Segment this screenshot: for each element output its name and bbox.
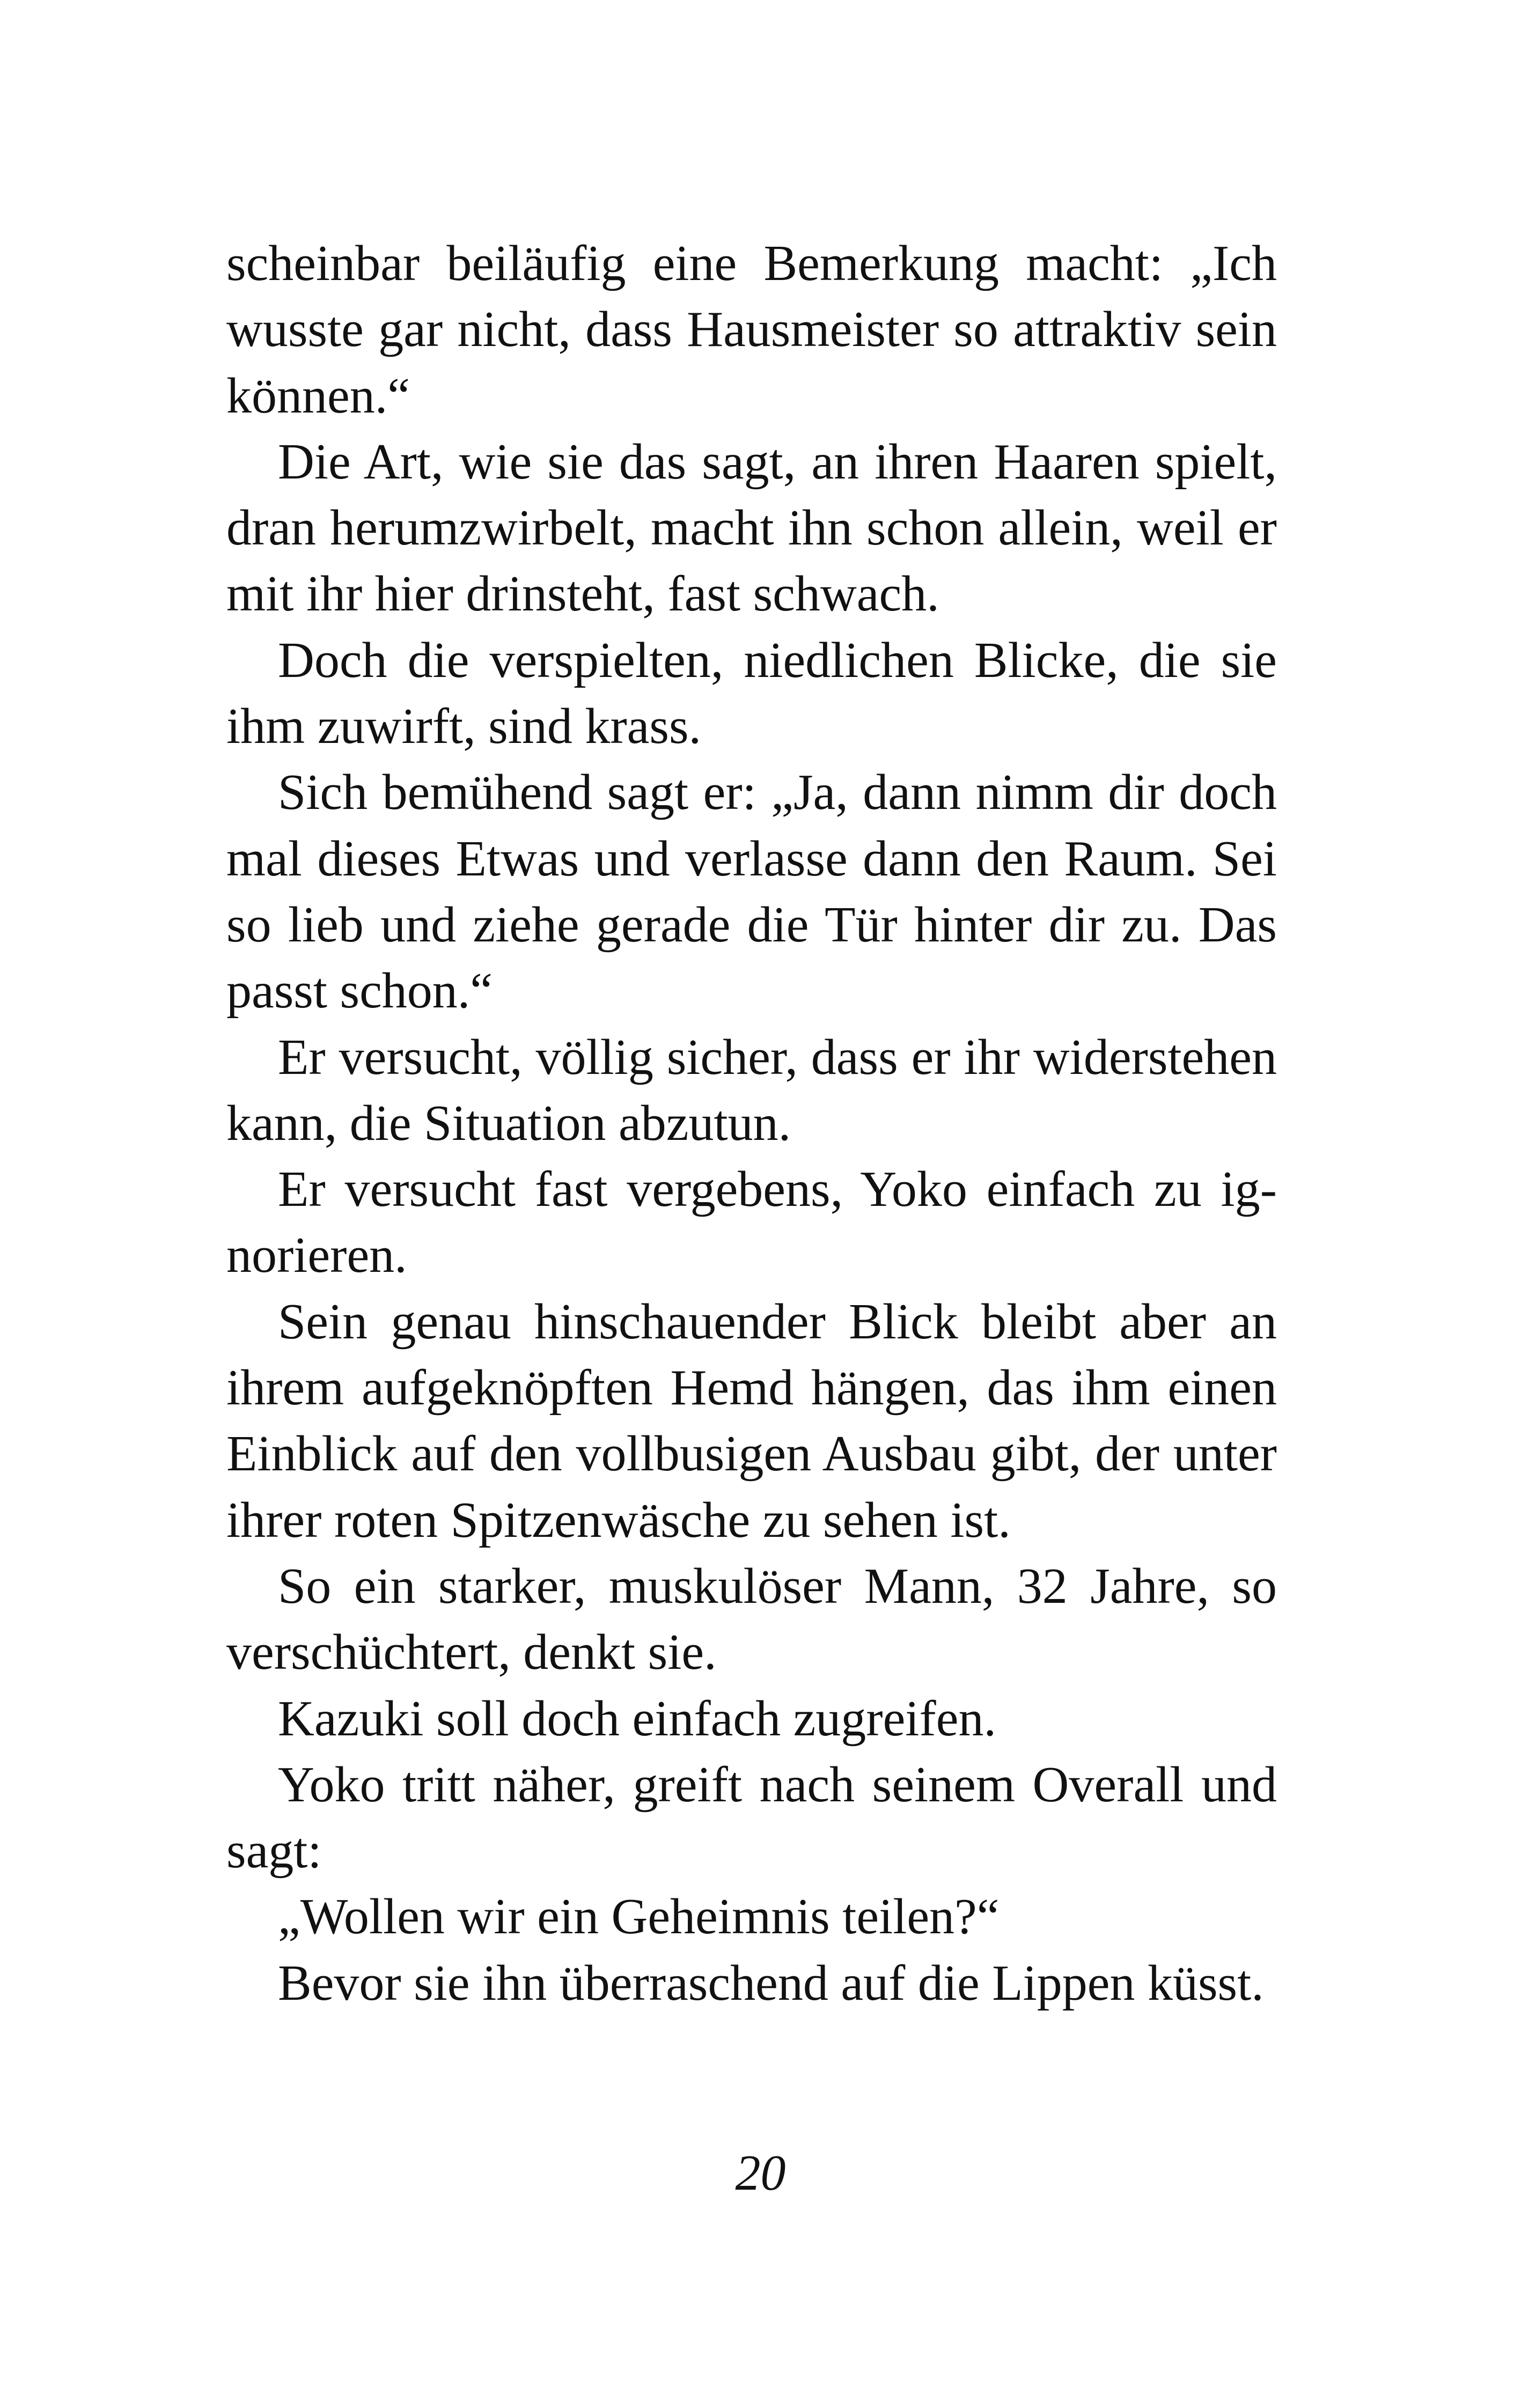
paragraph-continued: scheinbar beiläufig eine Bemerkung macht: „Ich wusste gar nicht, dass Hausmeister so attraktiv sein können.“ xyxy=(226,235,1277,424)
paragraph: So ein starker, muskulöser Mann, 32 Jahre, so verschüchtert, denkt sie. xyxy=(226,1558,1277,1681)
paragraph: Kazuki soll doch einfach zugreifen. xyxy=(278,1690,996,1747)
paragraph: Sein genau hinschauender Blick bleibt aber an ihrem aufgeknöpften Hemd hängen, das ihm einen Einblick auf den vollbusigen Ausbau gibt, der unter ihrer roten Spitzenwäsche zu sehen ist. xyxy=(226,1293,1277,1548)
paragraph: Doch die verspielten, niedlichen Blicke, die sie ihm zuwirft, sind krass. xyxy=(226,632,1277,755)
paragraph: Bevor sie ihn überraschend auf die Lippen küsst. xyxy=(278,1955,1264,2011)
paragraph: Die Art, wie sie das sagt, an ihren Haaren spielt, dran herumzwirbelt, macht ihn schon allein, weil er mit ihr hier drinsteht, fast schwach. xyxy=(226,433,1277,622)
page-body-text xyxy=(226,231,1277,2016)
paragraph: Sich bemühend sagt er: „Ja, dann nimm dir doch mal dieses Etwas und verlasse dann den Raum. Sei so lieb und ziehe gerade die Tür hinter dir zu. Das passt schon.“ xyxy=(226,764,1277,1019)
paragraph: Er versucht, völlig sicher, dass er ihr widerstehen kann, die Situation abzutun. xyxy=(226,1029,1277,1151)
paragraph: „Wollen wir ein Geheimnis teilen?“ xyxy=(278,1889,1000,1945)
paragraph: Er versucht fast vergebens, Yoko einfach zu ignorieren. xyxy=(226,1161,1277,1284)
paragraph: Yoko tritt näher, greift nach seinem Overall und sagt: xyxy=(226,1756,1277,1879)
page-number: 20 xyxy=(735,2145,786,2201)
